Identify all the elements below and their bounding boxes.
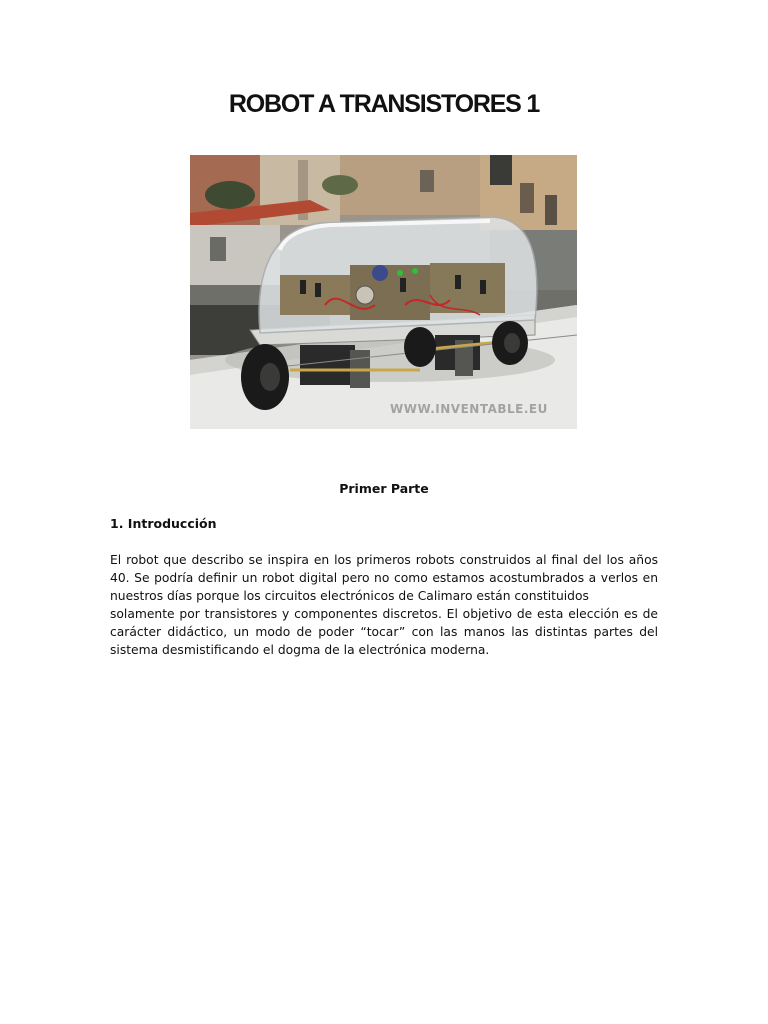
robot-photo xyxy=(190,155,577,429)
paragraph-line: 40. Se podría definir un robot digital pero no como estamos acostumbrados a verlos en xyxy=(110,571,658,585)
paragraph-line: carácter didáctico, un modo de poder “tocar” con las manos las distintas partes del xyxy=(110,625,658,639)
part-heading: Primer Parte xyxy=(339,481,429,496)
intro-paragraph xyxy=(110,551,658,659)
photo-watermark: WWW.INVENTABLE.EU xyxy=(390,402,548,416)
paragraph-line: sistema desmistificando el dogma de la electrónica moderna. xyxy=(110,643,490,657)
paragraph-line: nuestros días porque los circuitos electrónicos de Calimaro están constituidos xyxy=(110,589,589,603)
paragraph-line: solamente por transistores y componentes discretos. El objetivo de esta elección es de xyxy=(110,607,658,621)
section-heading: 1. Introducción xyxy=(110,516,217,531)
paragraph-line: El robot que describo se inspira en los primeros robots construidos al final del los años xyxy=(110,553,658,567)
page-title: ROBOT A TRANSISTORES 1 xyxy=(228,90,540,118)
